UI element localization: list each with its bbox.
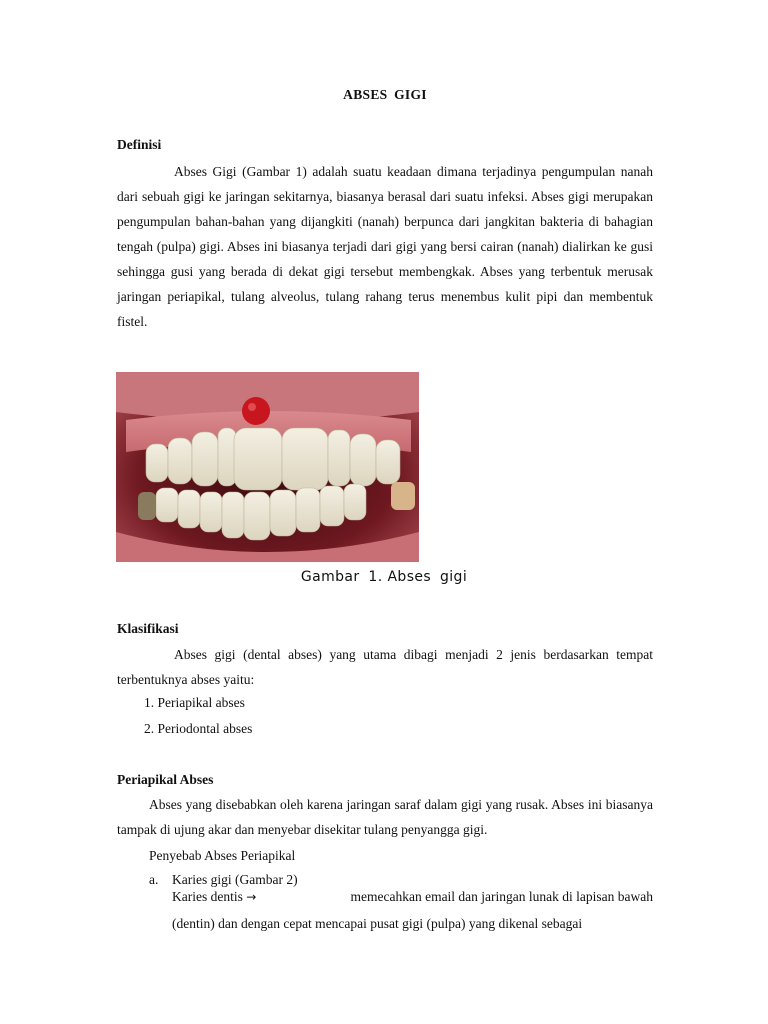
paragraph-periapikal xyxy=(117,792,653,842)
definisi-text: Abses Gigi (Gambar 1) adalah suatu keadaan dimana terjadinya pengumpulan nanah dari sebuah gigi ke jaringan sekitarnya, biasanya berasal dari suatu infeksi. Abses gigi merupakan pengumpulan bahan-bahan yang dijangkiti (nanah) berpunca dari jangkitan bakteria di bahagian tengah (pulpa) gigi. Abses ini biasanya terjadi dari gigi yang bersi cairan (nanah) dialirkan ke gusi sehingga gusi yang berada di dekat gigi tersebut membengkak. Abses yang terbentuk merusak jaringan periapikal, tulang alveolus, tulang rahang terus menembus kulit pipi dan membentuk fistel. xyxy=(117,164,653,329)
teeth-illustration xyxy=(116,372,419,562)
item-a-title: Karies gigi (Gambar 2) xyxy=(172,872,298,887)
abses-gigi-photo xyxy=(116,372,419,562)
caption-text: Abses gigi xyxy=(387,569,468,585)
paragraph-definisi xyxy=(117,159,653,334)
caption-label: Gambar 1. xyxy=(300,569,383,585)
item-a-line1-pre: Karies dentis xyxy=(172,889,243,904)
item-a-line2: (dentin) dan dengan cepat mencapai pusat gigi (pulpa) yang dikenal sebagai xyxy=(172,916,583,931)
item-a-line1 xyxy=(172,889,653,905)
heading-klasifikasi: Klasifikasi xyxy=(117,621,179,636)
heading-periapikal: Periapikal Abses xyxy=(117,772,214,787)
list-item: 2. Periodontal abses xyxy=(144,721,253,736)
figure-caption xyxy=(0,569,768,585)
paragraph-klasifikasi xyxy=(117,642,653,692)
penyebab-heading: Penyebab Abses Periapikal xyxy=(149,848,296,863)
arrow-right-icon: → xyxy=(246,890,257,904)
list-item: 1. Periapikal abses xyxy=(144,695,245,710)
periapikal-text: Abses yang disebabkan oleh karena jaringan saraf dalam gigi yang rusak. Abses ini biasanya tampak di ujung akar dan menyebar disekitar tulang penyangga gigi. xyxy=(117,797,653,837)
klasifikasi-text: Abses gigi (dental abses) yang utama dibagi menjadi 2 jenis berdasarkan tempat terbentuknya abses yaitu: xyxy=(117,647,653,687)
item-a-line1-post: memecahkan email dan jaringan lunak di lapisan bawah xyxy=(350,889,653,904)
list-marker: a. xyxy=(149,872,159,887)
document-title: ABSES GIGI xyxy=(343,87,427,102)
heading-definisi: Definisi xyxy=(117,137,162,152)
